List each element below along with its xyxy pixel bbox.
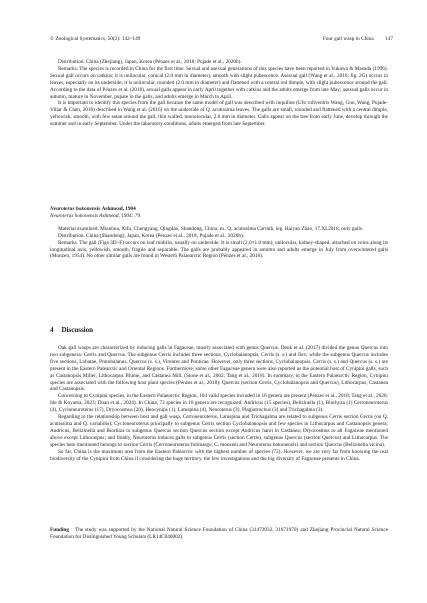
funding-label: Funding xyxy=(50,527,69,533)
journal-citation: © Zoological Systematics, 50(2): 142–149 xyxy=(50,36,141,42)
discussion-paragraph-3: Regarding to the relationship between host and gall wasp, Cerroneuroterus, Latuspina and Trichagalma are related to subgenus Cerris section Cerris (on Q. acutissima and Q. variabilis); Cycloneuroterus principally to subgenus Cerris section Cyclobalanopsis and few species in Lithocarpus and Castanopsis genera; Andricus, Belizinella and Biorhiza to subgenus Quercus section Quercus section except Andricus hanri in Castanea; Dryocosmus to all Fagaceae mentioned above except Lithocarpus; and finally, Neuroterus induces galls in subgenus Cerris (section Cerris), subgenus Quercus (section Quercus) and Lithocarpus. The species here mentioned belongs to section Cerris (Cerroneuroterus folimargo, C. monseni and Neuroterus hokonensis) and section Quercus (Belizinella vicina). xyxy=(50,414,388,448)
material-examined: Material examined. Mianhua, Xifu, Chengyang, Qingdao, Shandong, China, ex. Q. acutissima Carruth, leg. Haiyan Zhao, 17.XI.2018, only galls. xyxy=(58,225,364,232)
distribution-paragraph-2: Distribution. China (Shandong), Japan, Korea (Pénzes et al., 2018; Pujade et al., 2020b). xyxy=(58,232,245,239)
species-heading xyxy=(50,206,388,213)
discussion-body xyxy=(50,345,388,462)
species-remarks-block xyxy=(50,59,388,128)
distribution-paragraph: Distribution. China (Zhejiang), Japan, Korea (Pénzes et al., 2018; Pujade et al., 2020b). xyxy=(58,59,242,65)
funding-statement xyxy=(50,527,388,541)
page-number: 147 xyxy=(385,36,393,42)
species-account xyxy=(50,206,388,260)
discussion-paragraph-2: Concerning to Cynipini species, in the Eastern Palaearctic Region, 104 valid species included in 16 genera are present (Pénzes et al., 2018; Tang et al., 2020; Ide & Koyama, 2023; Duan et al., 2024). In China, 72 species in 10 genera are recognized: Andricus (15 species), Belizinella (1), Biorhyza (1) Cerroneuroterus (4), Cycloneuroterus (17), Dryocosmus (20), Heocynips (1), Latuspina (4), Neuroterus (3), Plagiotrochus (3) and Trichagalma (3). xyxy=(50,393,388,414)
species-synonym: Neuroterus hokonensis Ashmead, 1904: 79. xyxy=(50,212,142,219)
running-title: Four gall wasp in China xyxy=(322,36,374,42)
running-header xyxy=(313,36,393,43)
remarks-paragraph-2: Remarks. The gall (Figs 3D–F) occurs on leaf midribs, usually on underside. It is small (2.0×1.0 mm), unilocular, kidney-shaped, attached on veins along its longitudinal axis, yellowish, smooth, fragile and separable. The galls are probably appeared in autumn and adults emerge in July from overwintered galls (Monzen, 1954). No other similar galls are found in Western Palaearctic Region (Pénzes et al., 2018). xyxy=(50,239,388,260)
section-title: Discussion xyxy=(61,326,94,334)
discussion-paragraph-1: Oak gall wasps are characterized by inducing galls in Fagaceae, mostly associated with genus Quercus. Denk et al. (2017) divided the genus Quercus into two subgenera: Cerris and Quercus. The subgenus Cerris includes three sections, Cyclobalanopsis, Cerris (s. s.) and Ilex; while the subgenus Quercus includes five sections, Lobatae, Protobalanus, Quercus (s. s.), Virentes and Ponticae. However, only three sections, Cyclobalanopsis, Cerris (s. s.) and Quercus (s. s.) are present in the Eastern Palearctic and Oriental Regions. Furthermore, some other Fagaceae genera were also reported as the potential host of Cynipini galls, such as Castanopsis Miller, Lithocarpus Blume, and Castanea Mill. (Stone et al., 2002; Tang et al., 2018). In summary, in the Eastern Palaearctic Region, Cynipini species are associated with the following host plant species (Pénzes et al., 2018): Quercus (section Cerris, Cyclobalanopsis and Quercus), Lithocarpus, Castanea and Castanopsis. xyxy=(50,345,388,393)
section-number: 4 xyxy=(50,326,54,334)
section-heading xyxy=(50,326,101,334)
species-author: Ashmead, 1904 xyxy=(101,206,136,212)
remarks-paragraph: Remarks. The species is recorded in China for the first time. Sexual and asexual generations of this species have been reported in Yukawa & Masuda (1996). Sexual gall occurs on catkins; it is unilocular, conical (2.0 mm in diameter), smooth with slight pubescence. Asexual gall (Wang et al., 2016: fig. 2G) occurs in leaves, especially on its underside; it is unilocular, rounded (2.0 mm in diameter) and flattened with a central red dimple, with slight pubescence around the gall. According to the data of Pénzes et al. (2018), sexual galls appear in early April together with catkins and the adults emerge from late May; asexual galls occur in autumn, mature in November, pupate in the galls, and adults emerge in March to April. xyxy=(50,65,388,100)
discussion-paragraph-4: So far, China is the maximum area from the Eastern Palearctic with the highest number of species (72). However, we are very far from knowing the real biodiversity of the Cynipini from China if considering the huge territory, the few investigations and the big diversity of Fagaceae presents in China. xyxy=(50,448,388,462)
funding-text: The study was supported by the National Natural Science Foundation of China (31472032, 31071970) and Zhejiang Provincial Natural Science Foundation for Distinguished Young Scholars (LR14C040002). xyxy=(50,527,388,540)
identification-paragraph: It is important to identify this species from the gall because the same model of gall was described with inquiline (Ufo rufiventris Wang, Guo, Wang, Pujade-Villar & Chen, 2016) described in Wang et al. (2016) on the underside of Q. acutissima leaves. The galls are small, rounded and flattened with a central dimple, yellowish, smooth, with few setae around the gall, thin walled, monolocular, 2.0 mm in diameter. Galls appear on the tree from early June, develop through the summer and in early September. Under the laboratory conditions, adults emerged from late September. xyxy=(50,100,388,128)
species-name: Neuroterus hokonensis xyxy=(50,206,101,212)
